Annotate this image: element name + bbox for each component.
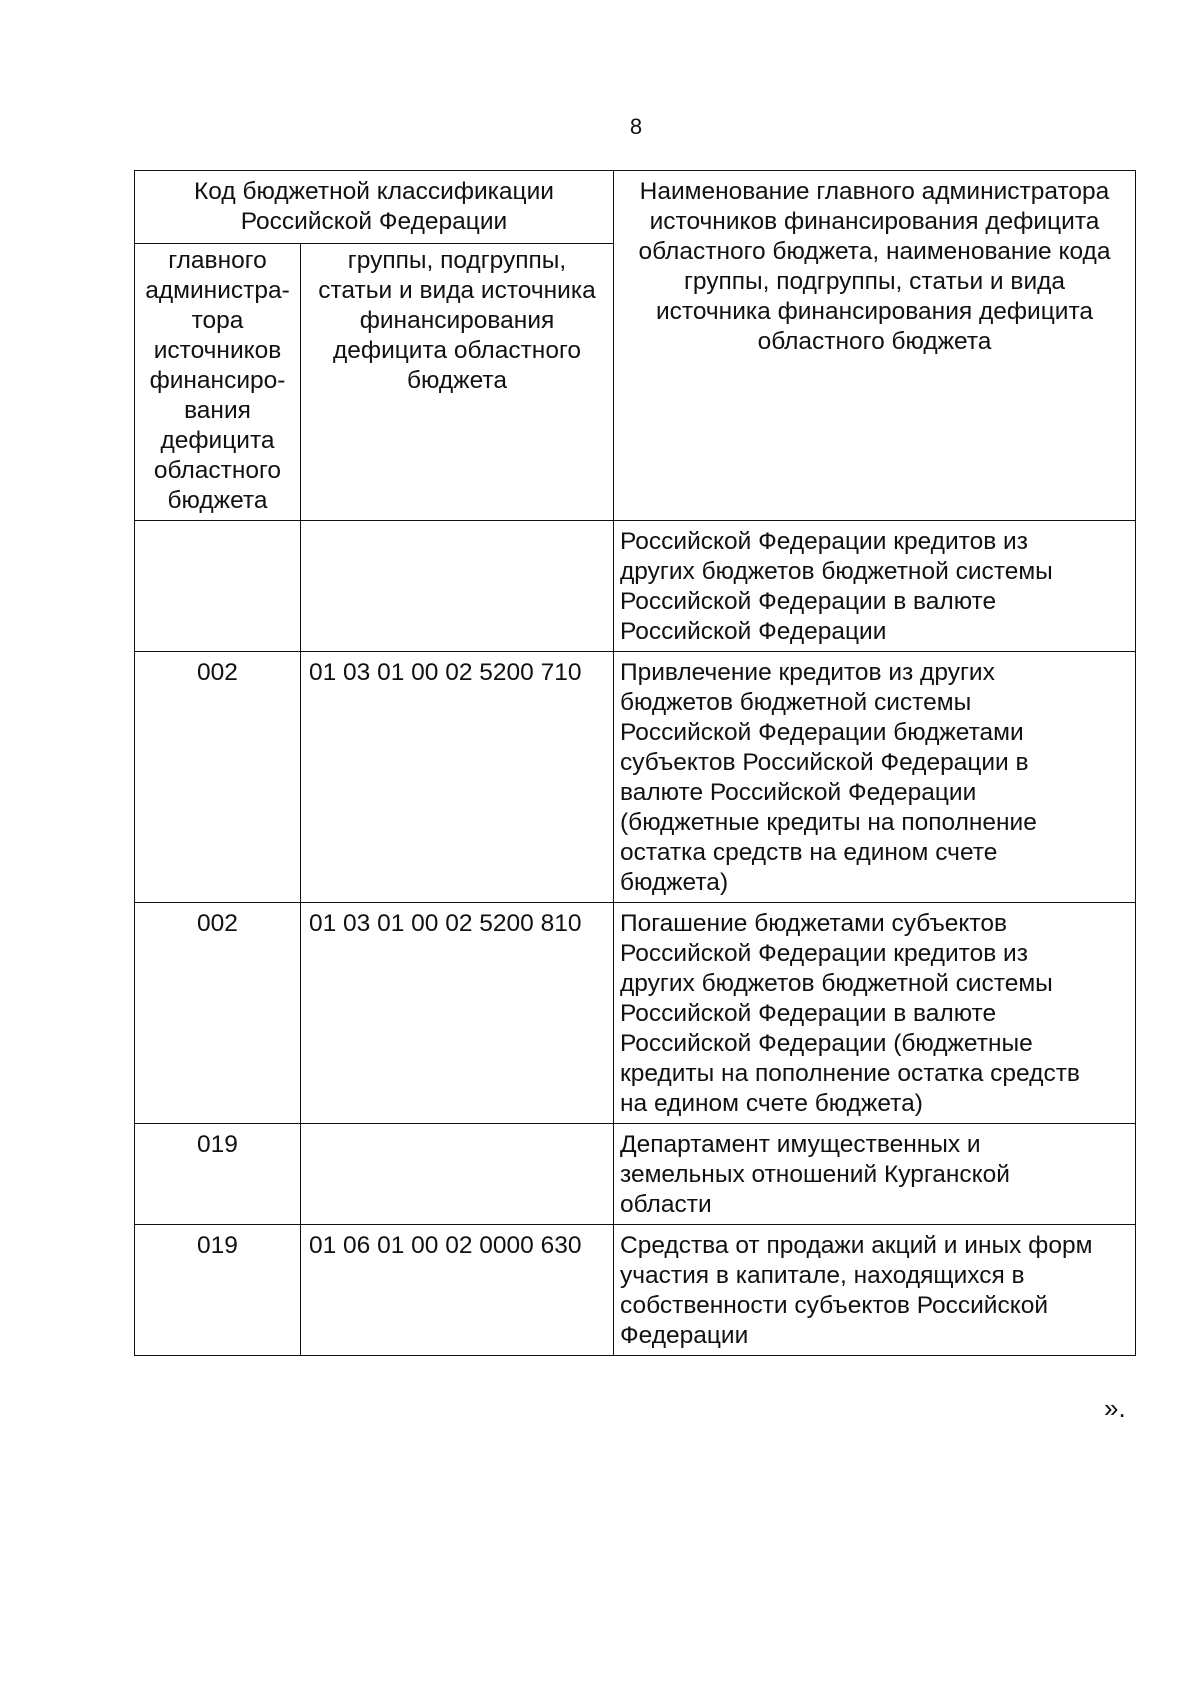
header-col2 bbox=[301, 244, 614, 521]
name-line: Федерации bbox=[620, 1322, 749, 1349]
name-line: Российской Федерации в валюте bbox=[620, 1000, 997, 1027]
header-group-line: Код бюджетной классификации bbox=[194, 178, 554, 205]
closing-quote-mark: ». bbox=[1104, 1393, 1126, 1423]
name-line: Департамент имущественных и bbox=[620, 1131, 981, 1158]
header-col3-line: источников финансирования дефицита bbox=[649, 208, 1100, 235]
budget-classification-table bbox=[134, 170, 1136, 1356]
classification-code-cell: 01 03 01 00 02 5200 710 bbox=[301, 652, 614, 903]
header-col2-line: дефицита областного bbox=[333, 337, 581, 364]
header-col2-line: статьи и вида источника bbox=[318, 277, 596, 304]
name-line: Российской Федерации bbox=[620, 618, 887, 645]
name-cell bbox=[614, 1225, 1136, 1356]
header-col1-line: источников bbox=[153, 337, 282, 364]
header-row-1 bbox=[135, 171, 1136, 244]
name-line: участия в капитале, находящихся в bbox=[620, 1262, 1025, 1289]
header-col1-line: тора bbox=[191, 307, 244, 334]
name-line: Российской Федерации (бюджетные bbox=[620, 1030, 1033, 1057]
table-row bbox=[135, 903, 1136, 1124]
header-col2-line: бюджета bbox=[407, 367, 507, 394]
name-line: Средства от продажи акций и иных форм bbox=[620, 1232, 1093, 1259]
classification-code-cell: 01 03 01 00 02 5200 810 bbox=[301, 903, 614, 1124]
header-col1-line: дефицита bbox=[160, 427, 275, 454]
name-line: Российской Федерации кредитов из bbox=[620, 940, 1028, 967]
table-row bbox=[135, 1124, 1136, 1225]
header-group-line: Российской Федерации bbox=[240, 208, 508, 235]
classification-code-cell bbox=[301, 1124, 614, 1225]
header-col3-line: источника финансирования дефицита bbox=[655, 298, 1094, 325]
name-line: кредиты на пополнение остатка средств bbox=[620, 1060, 1080, 1087]
name-line: области bbox=[620, 1191, 712, 1218]
header-col3-line: областного бюджета, наименование кода bbox=[638, 238, 1111, 265]
header-col1-line: главного bbox=[168, 247, 267, 274]
name-line: бюджетов бюджетной системы bbox=[620, 689, 972, 716]
name-line: Погашение бюджетами субъектов bbox=[620, 910, 1007, 937]
header-col2-line: финансирования bbox=[359, 307, 555, 334]
admin-code-cell: 019 bbox=[135, 1124, 301, 1225]
header-col3-line: Наименование главного администратора bbox=[639, 178, 1110, 205]
header-col1 bbox=[135, 244, 301, 521]
page-number: 8 bbox=[629, 114, 643, 139]
name-cell bbox=[614, 521, 1136, 652]
header-col3 bbox=[614, 171, 1136, 521]
table-row bbox=[135, 1225, 1136, 1356]
classification-code-cell bbox=[301, 521, 614, 652]
name-line: земельных отношений Курганской bbox=[620, 1161, 1010, 1188]
name-line: Привлечение кредитов из других bbox=[620, 659, 995, 686]
header-group-title bbox=[135, 171, 614, 244]
admin-code-cell: 019 bbox=[135, 1225, 301, 1356]
name-cell bbox=[614, 903, 1136, 1124]
name-line: остатка средств на едином счете bbox=[620, 839, 998, 866]
header-col1-line: финансиро- bbox=[149, 367, 286, 394]
header-col3-line: группы, подгруппы, статьи и вида bbox=[683, 268, 1066, 295]
name-line: на едином счете бюджета) bbox=[620, 1090, 923, 1117]
name-line: валюте Российской Федерации bbox=[620, 779, 977, 806]
admin-code-cell: 002 bbox=[135, 652, 301, 903]
name-line: субъектов Российской Федерации в bbox=[620, 749, 1029, 776]
name-line: (бюджетные кредиты на пополнение bbox=[620, 809, 1037, 836]
header-col3-line: областного бюджета bbox=[757, 328, 992, 355]
header-col1-line: вания bbox=[184, 397, 251, 424]
name-line: других бюджетов бюджетной системы bbox=[620, 970, 1053, 997]
name-line: других бюджетов бюджетной системы bbox=[620, 558, 1053, 585]
header-col1-line: бюджета bbox=[167, 487, 268, 514]
name-line: бюджета) bbox=[620, 869, 729, 896]
name-line: собственности субъектов Российской bbox=[620, 1292, 1049, 1319]
admin-code-cell: 002 bbox=[135, 903, 301, 1124]
header-col1-line: администра- bbox=[145, 277, 290, 304]
classification-code-cell: 01 06 01 00 02 0000 630 bbox=[301, 1225, 614, 1356]
name-line: Российской Федерации бюджетами bbox=[620, 719, 1024, 746]
header-col2-line: группы, подгруппы, bbox=[347, 247, 567, 274]
name-cell bbox=[614, 1124, 1136, 1225]
header-col1-line: областного bbox=[153, 457, 282, 484]
table-row bbox=[135, 652, 1136, 903]
name-line: Российской Федерации кредитов из bbox=[620, 528, 1028, 555]
admin-code-cell bbox=[135, 521, 301, 652]
name-cell bbox=[614, 652, 1136, 903]
table-row bbox=[135, 521, 1136, 652]
name-line: Российской Федерации в валюте bbox=[620, 588, 997, 615]
